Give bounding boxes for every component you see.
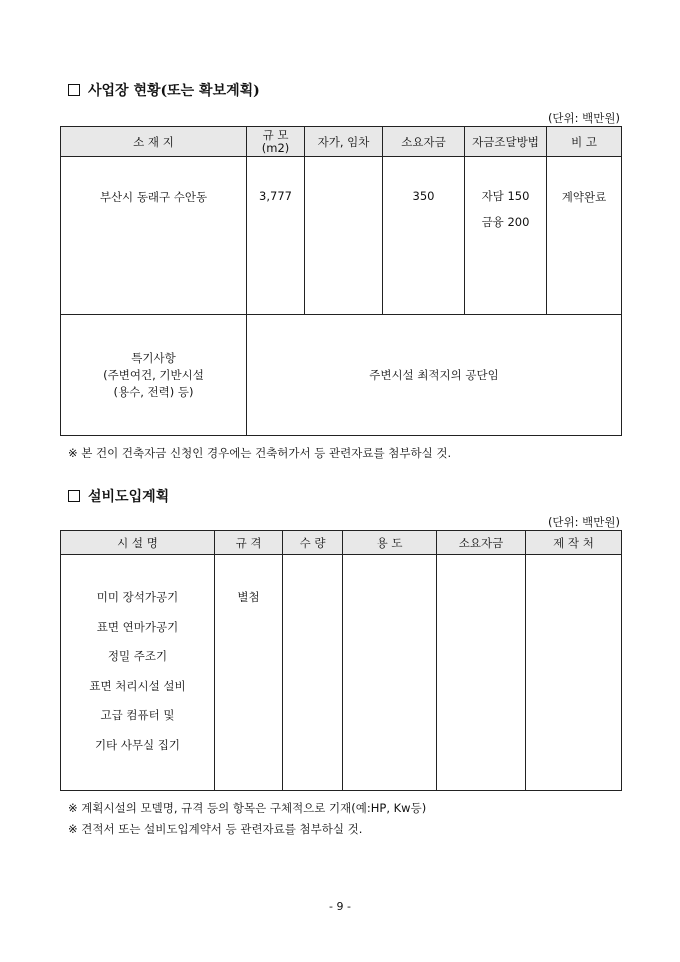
cell-ownership [305,157,383,315]
facility-item: 표면 연마가공기 [96,619,179,634]
cell-remarks: 계약완료 [547,157,622,315]
cell-required-funds2 [437,555,526,791]
cell-facility-list [61,555,215,791]
section2-note-1: ※ 계획시설의 모델명, 규격 등의 항목은 구체적으로 기재(예:HP, Kw등) [68,801,427,815]
facility-item: 기타 사무실 집기 [94,737,181,752]
funding-line2: 금융 200 [481,215,530,229]
cell-usage [343,555,437,791]
special-row [61,315,622,436]
header-spec: 규 격 [215,531,283,555]
header-usage: 용 도 [343,531,437,555]
section2-unit: (단위: 백만원) [547,515,620,529]
header-location: 소 재 지 [61,127,247,157]
section1-note: ※ 본 건이 건축자금 신청인 경우에는 건축허가서 등 관련자료를 첨부하실 것. [68,446,452,460]
header-required-funds2: 소요자금 [437,531,526,555]
cell-manufacturer [526,555,622,791]
cell-quantity [283,555,343,791]
facility-item: 표면 처리시설 설비 [89,678,186,693]
special-label-line2: (주변여건, 기반시설 [103,367,204,382]
cell-required-funds: 350 [383,157,465,315]
section2-title: 설비도입계획 [88,489,170,505]
header-quantity: 수 량 [283,531,343,555]
cell-scale: 3,777 [247,157,305,315]
business-site-table [60,126,622,436]
facility-item: 미미 장석가공기 [96,590,179,604]
header-scale [247,127,305,157]
equipment-table [60,530,622,791]
header-required-funds: 소요자금 [383,127,465,157]
header-remarks: 비 고 [547,127,622,157]
section1-heading [68,80,260,100]
header-facility-name: 시 설 명 [61,531,215,555]
facility-item: 고급 컴퓨터 및 [100,708,175,722]
header-scale-line2: (m2) [261,140,290,155]
section1-title: 사업장 현황(또는 확보계획) [88,83,260,99]
section2-heading [68,486,169,506]
header-funding-method: 자금조달방법 [465,127,547,157]
checkbox-icon [68,490,80,502]
checkbox-icon [68,84,80,96]
header-ownership: 자가, 임차 [305,127,383,157]
table-row [61,555,622,791]
cell-funding-method [465,157,547,315]
header-manufacturer: 제 작 처 [526,531,622,555]
page-number: - 9 - [329,900,351,913]
special-label-line1: 특기사항 [131,350,176,365]
facility-item: 정밀 주조기 [107,649,168,663]
funding-line1: 자담 150 [481,189,530,203]
table-row [61,157,622,315]
special-label [61,315,247,436]
special-label-line3: (용수, 전력) 등) [113,384,194,399]
section1-unit: (단위: 백만원) [547,111,620,125]
section2-note-2: ※ 견적서 또는 설비도입계약서 등 관련자료를 첨부하실 것. [68,822,363,836]
header-scale-line1: 규 모 [262,127,289,142]
cell-location: 부산시 동래구 수안동 [61,157,247,315]
cell-spec: 별첨 [215,555,283,791]
special-value: 주변시설 최적지의 공단임 [247,315,622,436]
